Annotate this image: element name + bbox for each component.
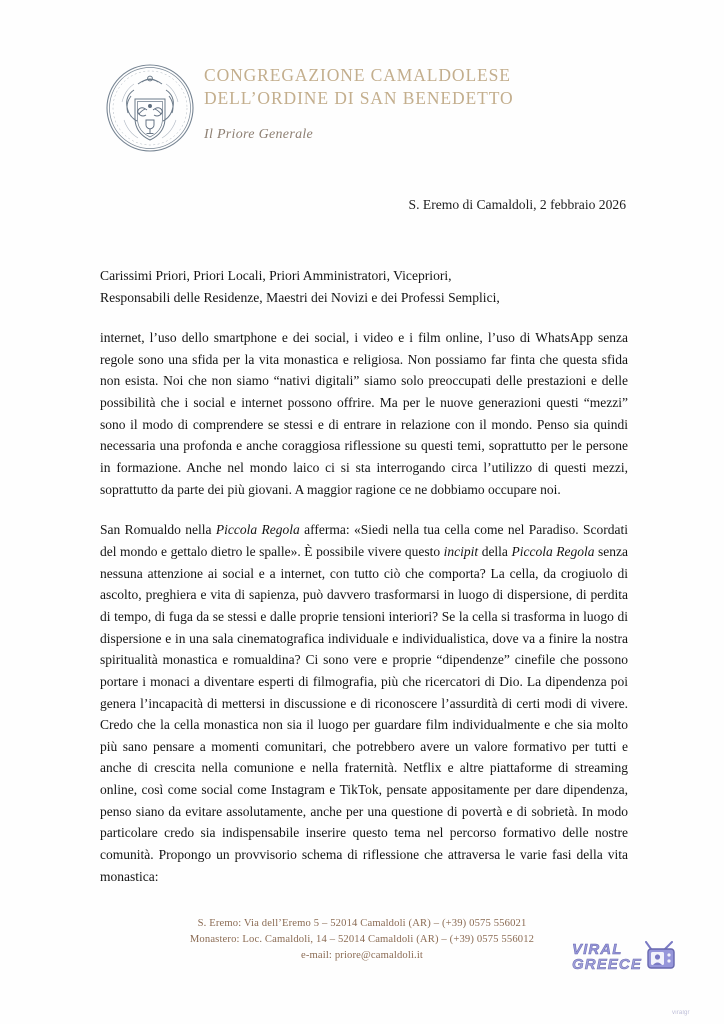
corner-mark-label: viralgr: [672, 1010, 690, 1016]
salutation-line-2: Responsabili delle Residenze, Maestri dei Novizi e dei Professi Semplici,: [100, 290, 500, 306]
p2-segment-2: afferma: «Siedi nella tua cella come nel Paradiso. Scordati del mondo e gettalo dietro le spalle». È possibile vivere questo: [100, 522, 628, 559]
footer-address-eremo: S. Eremo: Via dell’Eremo 5 – 52014 Camaldoli (AR) – (+39) 0575 556021: [197, 918, 527, 929]
sender-role: Il Priore Generale: [204, 127, 314, 143]
footer-email: e-mail: priore@camaldoli.it: [300, 950, 424, 962]
camaldolese-seal-icon: [104, 58, 196, 158]
watermark-word-greece: GREECE: [572, 956, 642, 973]
small-watermark-icon: [672, 1000, 718, 1016]
p2-segment-1: San Romualdo nella: [100, 522, 216, 538]
viral-greece-watermark: [572, 934, 680, 980]
salutation-line-1: Carissimi Priori, Priori Locali, Priori Amministratori, Vicepriori,: [100, 268, 452, 283]
p2-segment-4: senza nessuna attenzione ai social e a internet, con tutto ciò che comporta? La cella, da crogiuolo di ascolto, preghiera e vita di sapienza, può davvero trasformarsi in luogo di dispersione, di perdita di tempo, di fuga da se stessi e dalle proprie tensioni interiori? Se la cella si trasforma in luogo di dispersione e in una sala cinematografica individuale e individualistica, dove va a finire la nostra spiritualità monastica e romualdina? Ci sono vere e proprie “dipendenze” cinefile che possono portare i monaci a diventare esperti di filmografia, più che ricercatori di Dio. La dipendenza poi genera l’incapacità di mettersi in discussione e di riconoscere l’assurdità di certi modi di vivere. Credo che la cella monastica non sia il luogo per guardare film individualmente e che sia molto più sano pensare a momenti comunitari, che potrebbero avere un valore formativo per tutti e anche di crescita nella comunione e nella fraternità. Netflix e altre piattaforme di streaming online, così come social come Instagram e TikTok, pensate appositamente per dare dipendenza, penso siano da evitare assolutamente, anche per una questione di povertà e di sobrietà. In modo particolare credo sia indispensabile inserire questo tema nel percorso formativo delle nostre comunità. Propongo un provvisorio schema di riflessione che attraversa le varie fasi della vita monastica:: [100, 543, 628, 884]
television-icon: [645, 940, 679, 977]
body-paragraph-1: internet, l’uso dello smartphone e dei social, i video e i film online, l’uso di WhatsApp senza regole sono una sfida per la vita monastica e religiosa. Non possiamo far finta che questa sfida non esista. Noi che non siamo “nativi digitali” siamo solo preoccupati delle prestazioni e delle possibilità che i social e internet possono offrire. Ma per le nuove generazioni questi “mezzi” sono il modo di comprendere se stessi e di entrare in relazione con il mondo. Penso sia quindi necessaria una profonda e anche coraggiosa riflessione su questi temi, soprattutto per le persone in formazione. Anche nel mondo laico ci si sta interrogando circa l’utilizzo di questi mezzi, soprattutto da parte dei più giovani. A maggior ragione ce ne dobbiamo occupare noi.: [100, 330, 628, 497]
watermark-word-viral: VIRAL: [572, 940, 623, 958]
letterhead-text: [204, 58, 514, 143]
p2-italic-piccola-regola-1: Piccola Regola: [215, 522, 300, 538]
body-paragraph-2: [100, 519, 628, 887]
date-line: S. Eremo di Camaldoli, 2 febbraio 2026: [408, 197, 626, 212]
organization-name-line-1: CONGREGAZIONE CAMALDOLESE: [204, 65, 511, 85]
p2-italic-piccola-regola-2: Piccola Regola: [511, 543, 595, 559]
organization-name-line-2: DELL’ORDINE DI SAN BENEDETTO: [204, 88, 514, 109]
footer-address-monastero: Monastero: Loc. Camaldoli, 14 – 52014 Camaldoli (AR) – (+39) 0575 556012: [189, 934, 535, 946]
letterhead: [104, 58, 664, 168]
letter-body: [100, 327, 628, 887]
salutation: [100, 265, 626, 309]
p2-italic-incipit: incipit: [443, 543, 479, 559]
p2-segment-3: della: [478, 543, 512, 559]
watermark-wordmark: [572, 942, 642, 973]
